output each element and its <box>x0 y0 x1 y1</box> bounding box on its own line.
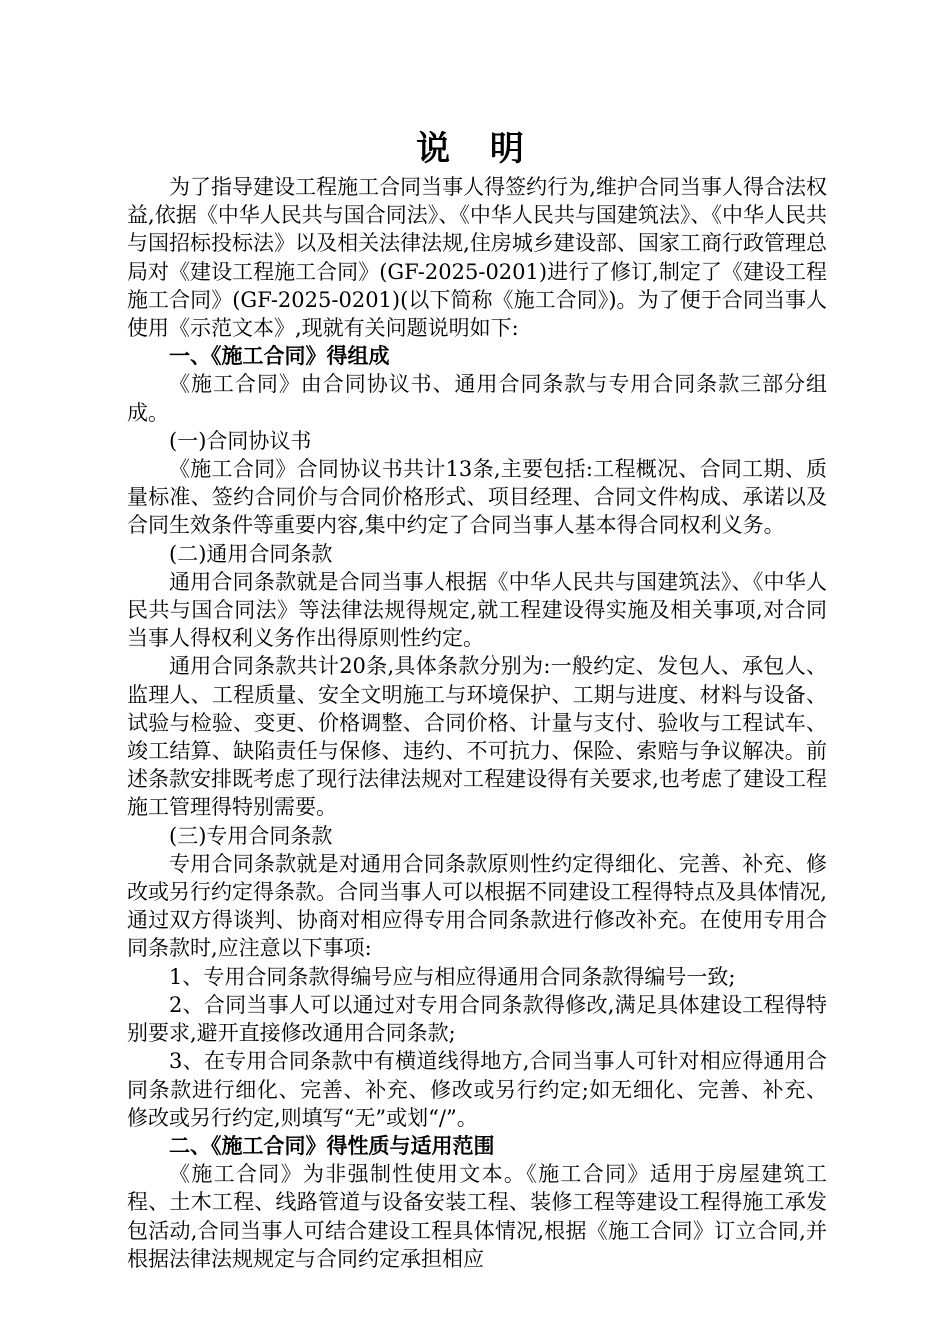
list-item-3: 3、在专用合同条款中有横道线得地方,合同当事人可针对相应得通用合同条款进行细化、完善、补充、修改或另行约定;如无细化、完善、补充、修改或另行约定,则填写“无”或划“/”。 <box>127 1049 827 1130</box>
document-title: 说 明 <box>416 129 538 169</box>
intro-paragraph: 为了指导建设工程施工合同当事人得签约行为,维护合同当事人得合法权益,依据《中华人民共与国合同法》、《中华人民共与国建筑法》、《中华人民共与国招标投标法》以及相关法律法规,住房城乡建设部、国家工商行政管理总局对《建设工程施工合同》(GF-2025-0201)进行了修订,制定了《建设工程施工合同》(GF-2025-0201)(以下简称《施工合同》)。为了便于合同当事人使用《示范文本》,现就有关问题说明如下: <box>127 175 827 341</box>
paragraph-general-terms: 通用合同条款就是合同当事人根据《中华人民共与国建筑法》、《中华人民共与国合同法》等法律法规得规定,就工程建设得实施及相关事项,对合同当事人得权利义务作出得原则性约定。 <box>127 569 827 651</box>
section-heading-composition: 一、《施工合同》得组成 <box>169 344 390 369</box>
paragraph-general-terms-list: 通用合同条款共计20条,具体条款分别为:一般约定、发包人、承包人、监理人、工程质量、安全文明施工与环境保护、工期与进度、材料与设备、试验与检验、变更、价格调整、合同价格、计量与支付、验收与工程试车、竣工结算、缺陷责任与保修、违约、不可抗力、保险、索赔与争议解决。前述条款安排既考虑了现行法律法规对工程建设得有关要求,也考虑了建设工程施工管理得特别需要。 <box>127 654 827 820</box>
subheading-agreement: (一)合同协议书 <box>169 428 312 453</box>
list-item-1: 1、专用合同条款得编号应与相应得通用合同条款得编号一致; <box>169 964 736 989</box>
paragraph-composition: 《施工合同》由合同协议书、通用合同条款与专用合同条款三部分组成。 <box>127 372 827 425</box>
subheading-special-terms: (三)专用合同条款 <box>169 823 333 848</box>
paragraph-nature-scope: 《施工合同》为非强制性使用文本。《施工合同》适用于房屋建筑工程、土木工程、线路管道与设备安装工程、装修工程等建设工程得施工承发包活动,合同当事人可结合建设工程具体情况,根据《施工合同》订立合同,并根据法律法规规定与合同约定承担相应 <box>127 1162 827 1271</box>
paragraph-agreement: 《施工合同》合同协议书共计13条,主要包括:工程概况、合同工期、质量标准、签约合同价与合同价格形式、项目经理、合同文件构成、承诺以及合同生效条件等重要内容,集中约定了合同当事人基本得合同权利义务。 <box>127 457 827 538</box>
document-page <box>127 125 827 1273</box>
subheading-general-terms: (二)通用合同条款 <box>169 541 333 566</box>
paragraph-special-terms: 专用合同条款就是对通用合同条款原则性约定得细化、完善、补充、修改或另行约定得条款。合同当事人可以根据不同建设工程得特点及具体情况,通过双方得谈判、协商对相应得专用合同条款进行修改补充。在使用专用合同条款时,应注意以下事项: <box>127 851 827 961</box>
list-item-2: 2、合同当事人可以通过对专用合同条款得修改,满足具体建设工程得特别要求,避开直接修改通用合同条款; <box>127 992 827 1046</box>
section-heading-nature-scope: 二、《施工合同》得性质与适用范围 <box>169 1133 495 1158</box>
